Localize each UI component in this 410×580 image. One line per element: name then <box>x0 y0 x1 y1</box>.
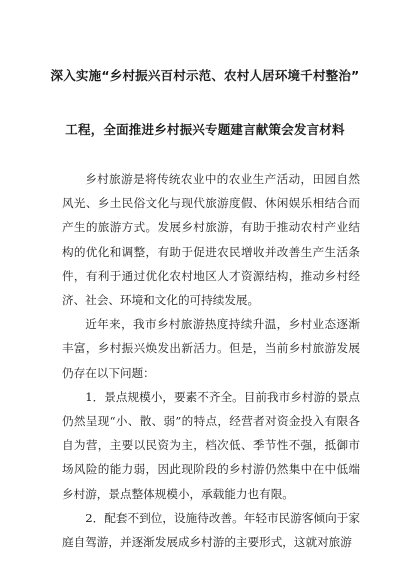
document-body <box>62 167 360 554</box>
document-title-line-1: 深入实施“乡村振兴百村示范、农村人居环境千村整治” <box>50 68 360 83</box>
paragraph-intro: 乡村旅游是将传统农业中的农业生产活动，田园自然风光、乡土民俗文化与现代旅游度假、休闲娱乐相结合而产生的旅游方式。发展乡村旅游，有助于推动农村产业结构的优化和调整，有助于促进农民增收并改善生产生活条件，有利于通过优化农村地区人才资源结构，推动乡村经济、社会、环境和文化的可持续发展。 <box>62 172 360 308</box>
paragraph-recent-years: 近年来，我市乡村旅游热度持续升温，乡村业态逐渐丰富，乡村振兴焕发出新活力。但是，当前乡村旅游发展仍存在以下问题： <box>62 317 360 380</box>
document-title-line-2: 工程，全面推进乡村振兴专题建言献策会发言材料 <box>65 122 345 137</box>
paragraph-issue-1: 1．景点规模小，要素不齐全。目前我市乡村游的景点仍然呈现“小、散、弱”的特点，经营者对资金投入有限各自为营，主要以民资为主，档次低、季节性不强，抵御市场风险的能力弱，因此现阶段的乡村游仍然集中在中低端乡村游，景点整体规模小，承载能力也有限。 <box>62 389 360 501</box>
paragraph-issue-2: 2．配套不到位，设施待改善。年轻市民游客倾向于家庭自驾游，并逐渐发展成乡村游的主要形式，这就对旅游 <box>62 510 360 550</box>
